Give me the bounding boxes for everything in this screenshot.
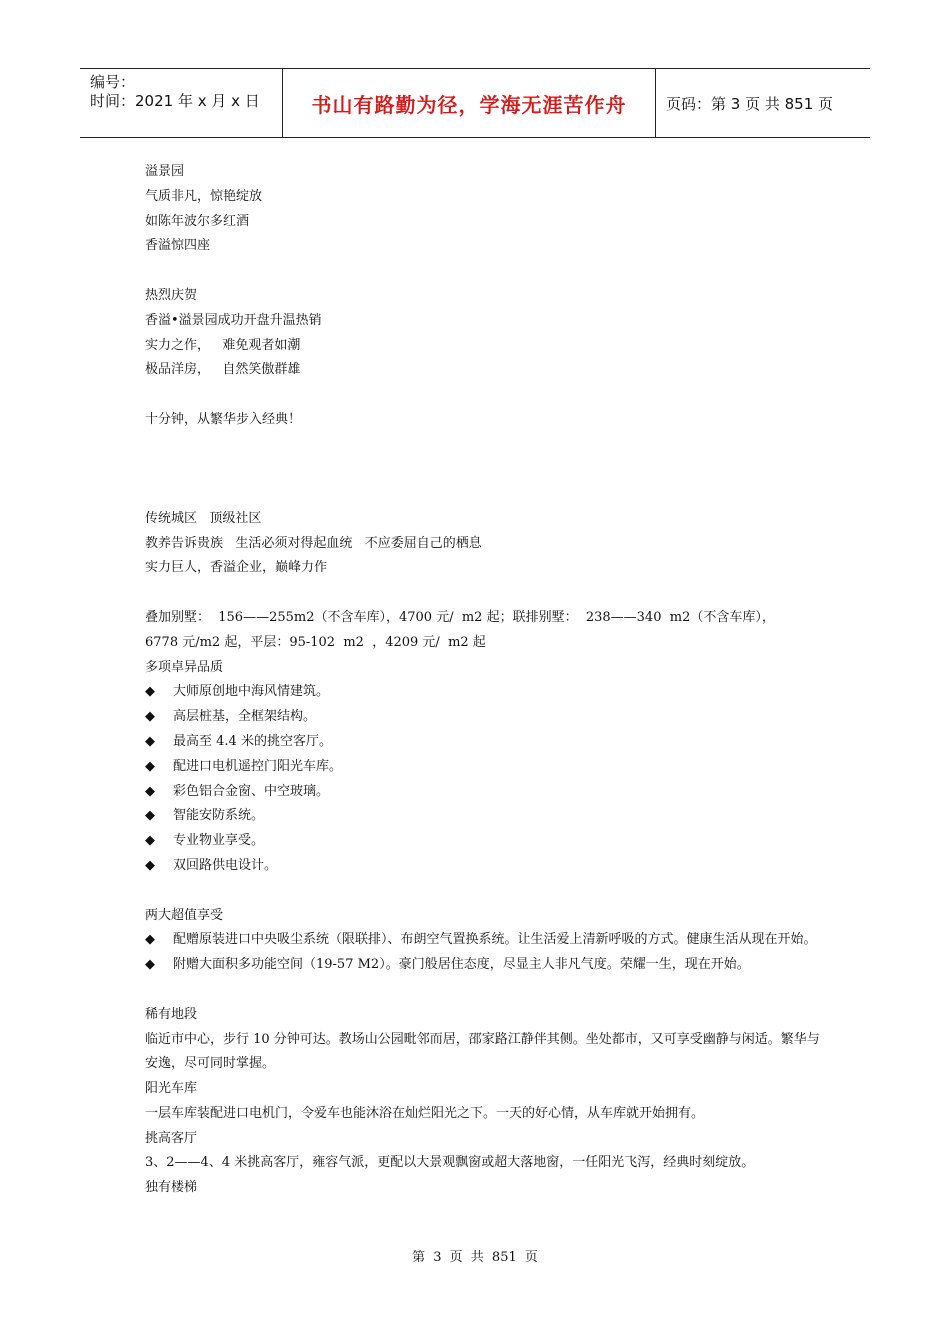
list-item: ◆ 最高至 4.4 米的挑空客厅。 <box>145 730 820 755</box>
section-heading: 稀有地段 <box>145 1006 198 1022</box>
text-line: 溢景园 <box>145 164 185 179</box>
list-item: ◆ 专业物业享受。 <box>145 829 820 854</box>
text-line: 香溢惊四座 <box>145 238 211 254</box>
text-line: 实力巨人，香溢企业，巅峰力作 <box>145 560 328 576</box>
list-item: ◆ 配赠原装进口中央吸尘系统（限联排）、布朗空气置换系统。让生活爱上清新呼吸的方式。健康生活从现在开始。 <box>145 928 820 953</box>
list-item: ◆ 高层桩基，全框架结构。 <box>145 705 820 730</box>
diamond-bullet-icon: ◆ <box>145 783 155 799</box>
list-item: ◆ 彩色铝合金窗、中空玻璃。 <box>145 780 820 805</box>
time-label: 时间：2021 年 x 月 x 日 <box>90 92 260 110</box>
page-header <box>80 68 870 138</box>
list-item: ◆ 大师原创地中海风情建筑。 <box>145 680 820 705</box>
paragraph: 临近市中心，步行 10 分钟可达。教场山公园毗邻而居，邵家路江静伴其侧。坐处都市，又可享受幽静与闲适。繁华与安逸，尽可同时掌握。 <box>145 1031 820 1072</box>
text-line: 气质非凡，惊艳绽放 <box>145 188 263 204</box>
document-body <box>145 160 820 1201</box>
section-heading: 挑高客厅 <box>145 1130 198 1146</box>
number-label: 编号： <box>90 73 136 91</box>
text-line: 实力之作， 难免观者如潮 <box>145 337 301 353</box>
tagline: 十分钟，从繁华步入经典！ <box>145 411 302 427</box>
header-meta <box>80 69 280 137</box>
diamond-bullet-icon: ◆ <box>145 758 155 774</box>
text-line: 传统城区 顶级社区 <box>145 510 262 526</box>
section-heading: 多项卓异品质 <box>145 659 224 675</box>
header-slogan-cell <box>282 69 656 137</box>
text-line: 教养告诉贵族 生活必须对得起血统 不应委屈自己的栖息 <box>145 535 482 551</box>
diamond-bullet-icon: ◆ <box>145 733 155 749</box>
text-line: 香溢•溢景园成功开盘升温热销 <box>145 312 322 328</box>
page-code: 页码：第 3 页 共 851 页 <box>666 94 834 113</box>
paragraph: 3、2——4、4 米挑高客厅，雍容气派，更配以大景观飘窗或超大落地窗，一任阳光飞泻，经典时刻绽放。 <box>145 1155 755 1171</box>
section-heading: 热烈庆贺 <box>145 287 198 303</box>
list-item: ◆ 附赠大面积多功能空间（19-57 M2）。豪门般居住态度，尽显主人非凡气度。荣耀一生，现在开始。 <box>145 953 820 978</box>
section-heading: 两大超值享受 <box>145 907 224 923</box>
slogan: 书山有路勤为径，学海无涯苦作舟 <box>311 92 627 117</box>
diamond-bullet-icon: ◆ <box>145 709 155 725</box>
diamond-bullet-icon: ◆ <box>145 684 155 700</box>
list-item: ◆ 智能安防系统。 <box>145 804 820 829</box>
section-heading: 独有楼梯 <box>145 1180 198 1196</box>
list-item: ◆ 配进口电机遥控门阳光车库。 <box>145 755 820 780</box>
diamond-bullet-icon: ◆ <box>145 808 155 824</box>
diamond-bullet-icon: ◆ <box>145 932 155 948</box>
diamond-bullet-icon: ◆ <box>145 957 155 973</box>
list-item: ◆ 双回路供电设计。 <box>145 854 820 879</box>
text-line: 如陈年波尔多红酒 <box>145 213 250 229</box>
diamond-bullet-icon: ◆ <box>145 857 155 873</box>
pricing-line: 6778 元/m2 起，平层：95-102 m2 ，4209 元/ m2 起 <box>145 634 486 650</box>
paragraph: 一层车库装配进口电机门，令爱车也能沐浴在灿烂阳光之下。一天的好心情，从车库就开始拥有。 <box>145 1105 705 1121</box>
header-page-cell <box>656 69 870 137</box>
diamond-bullet-icon: ◆ <box>145 833 155 849</box>
section-heading: 阳光车库 <box>145 1081 198 1097</box>
pricing-line: 叠加别墅： 156——255m2（不含车库），4700 元/ m2 起；联排别墅： 238——340 m2（不含车库）， <box>145 609 775 625</box>
page-footer: 第 3 页 共 851 页 <box>412 1250 538 1265</box>
text-line: 极品洋房， 自然笑傲群雄 <box>145 362 301 378</box>
